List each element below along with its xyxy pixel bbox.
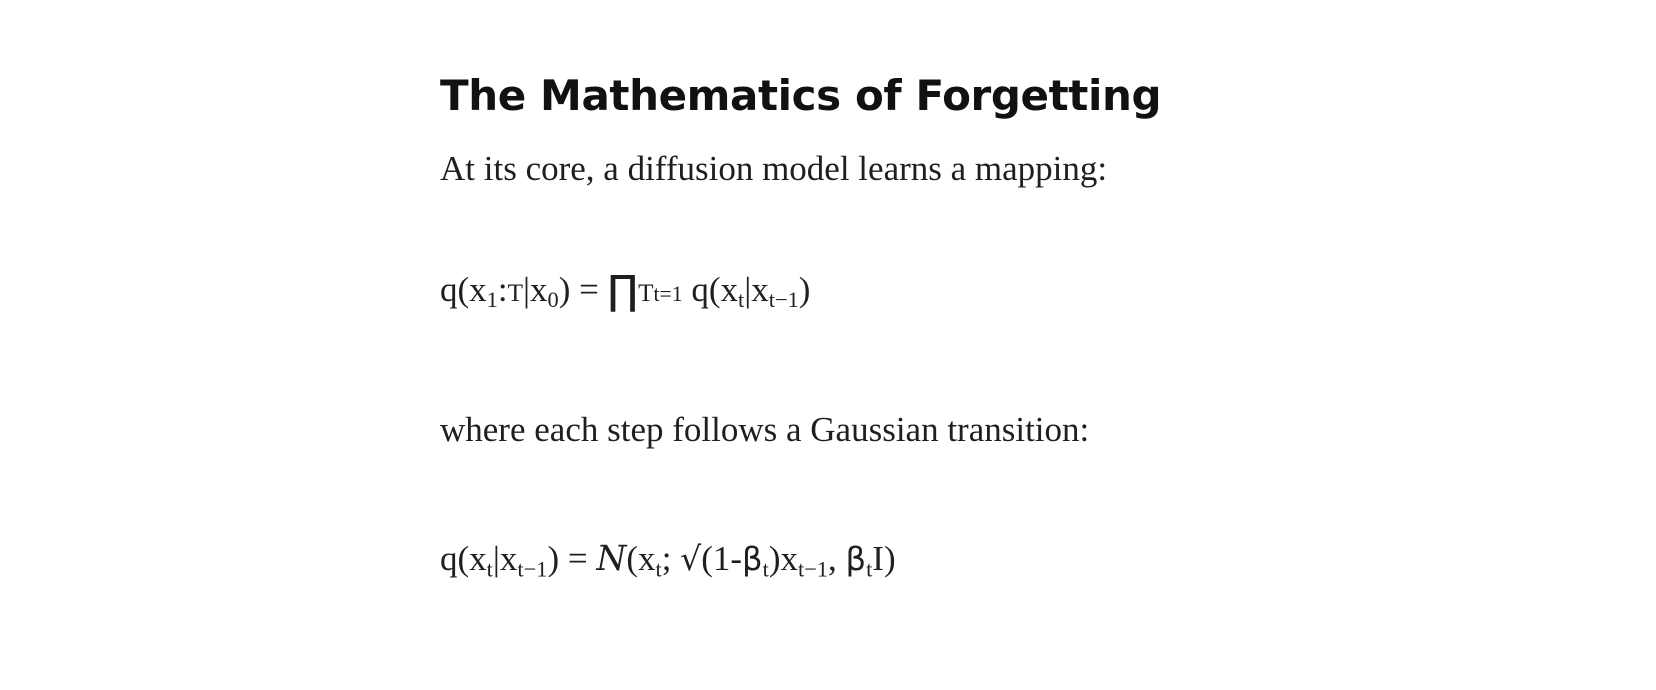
formula2-sqrt-body-open: (1- xyxy=(701,539,743,579)
formula1-rhs-close: ) xyxy=(798,269,811,309)
formula2-lhs-close: ) xyxy=(547,539,560,579)
formula1-product-lower: t=1 xyxy=(653,281,683,306)
formula1-lhs-bar: |x xyxy=(522,269,548,309)
spacer-above-formula-2 xyxy=(440,453,1440,535)
formula1-lhs-colon: : xyxy=(497,269,508,309)
formula1-lhs: q(x xyxy=(440,269,487,309)
spacer-above-formula-1 xyxy=(440,192,1440,264)
formula1-equals: = xyxy=(579,269,599,309)
formula1-lhs-sub-1: 1 xyxy=(486,286,498,312)
formula1-rhs: q(x xyxy=(691,269,738,309)
formula1-product-upper: T xyxy=(638,279,654,307)
formula1-lhs-close: ) xyxy=(558,269,571,309)
formula2-close-paren: ) xyxy=(883,539,896,579)
formula2-lhs-sub-tm1: t−1 xyxy=(517,556,548,582)
formula2-arg-sub-t: t xyxy=(655,556,662,582)
formula2-mean-sub-tm1: t−1 xyxy=(797,556,829,582)
beta-symbol-icon-1: β xyxy=(742,540,763,579)
product-symbol-icon: ∏ xyxy=(607,267,639,314)
formula2-beta1-sub: t xyxy=(762,556,769,582)
formula2-identity-matrix: I xyxy=(872,539,884,579)
formula1-lhs-sub-0: 0 xyxy=(547,286,559,312)
formula-gaussian-transition xyxy=(440,535,1440,582)
formula1-rhs-sub-t: t xyxy=(737,286,745,312)
formula2-lhs: q(x xyxy=(440,539,487,579)
middle-paragraph: where each step follows a Gaussian transition: xyxy=(440,410,1090,450)
beta-symbol-icon-2: β xyxy=(845,540,867,579)
sqrt-symbol-icon: √ xyxy=(680,539,702,579)
page-title: The Mathematics of Forgetting xyxy=(440,71,1162,120)
intro-paragraph: At its core, a diffusion model learns a mapping: xyxy=(440,148,1108,188)
formula2-sqrt-body-close: )x xyxy=(768,539,798,579)
formula1-rhs-sub-tm1: t−1 xyxy=(768,286,799,312)
formula-diffusion-forward-chain xyxy=(440,264,1440,318)
formula2-beta2-sub: t xyxy=(866,556,873,582)
content-column xyxy=(440,70,1440,583)
spacer-above-middle-paragraph xyxy=(440,318,1440,406)
formula2-open-paren: (x xyxy=(626,539,656,579)
formula1-rhs-bar: |x xyxy=(744,269,769,309)
normal-distribution-symbol-icon: N xyxy=(596,539,627,580)
formula2-semicolon: ; xyxy=(661,539,672,579)
formula2-comma: , xyxy=(828,539,837,579)
formula2-lhs-bar: |x xyxy=(492,539,518,579)
formula1-lhs-cap-t: T xyxy=(507,279,523,307)
formula2-equals: = xyxy=(567,539,588,579)
formula2-lhs-sub-t: t xyxy=(486,556,493,582)
